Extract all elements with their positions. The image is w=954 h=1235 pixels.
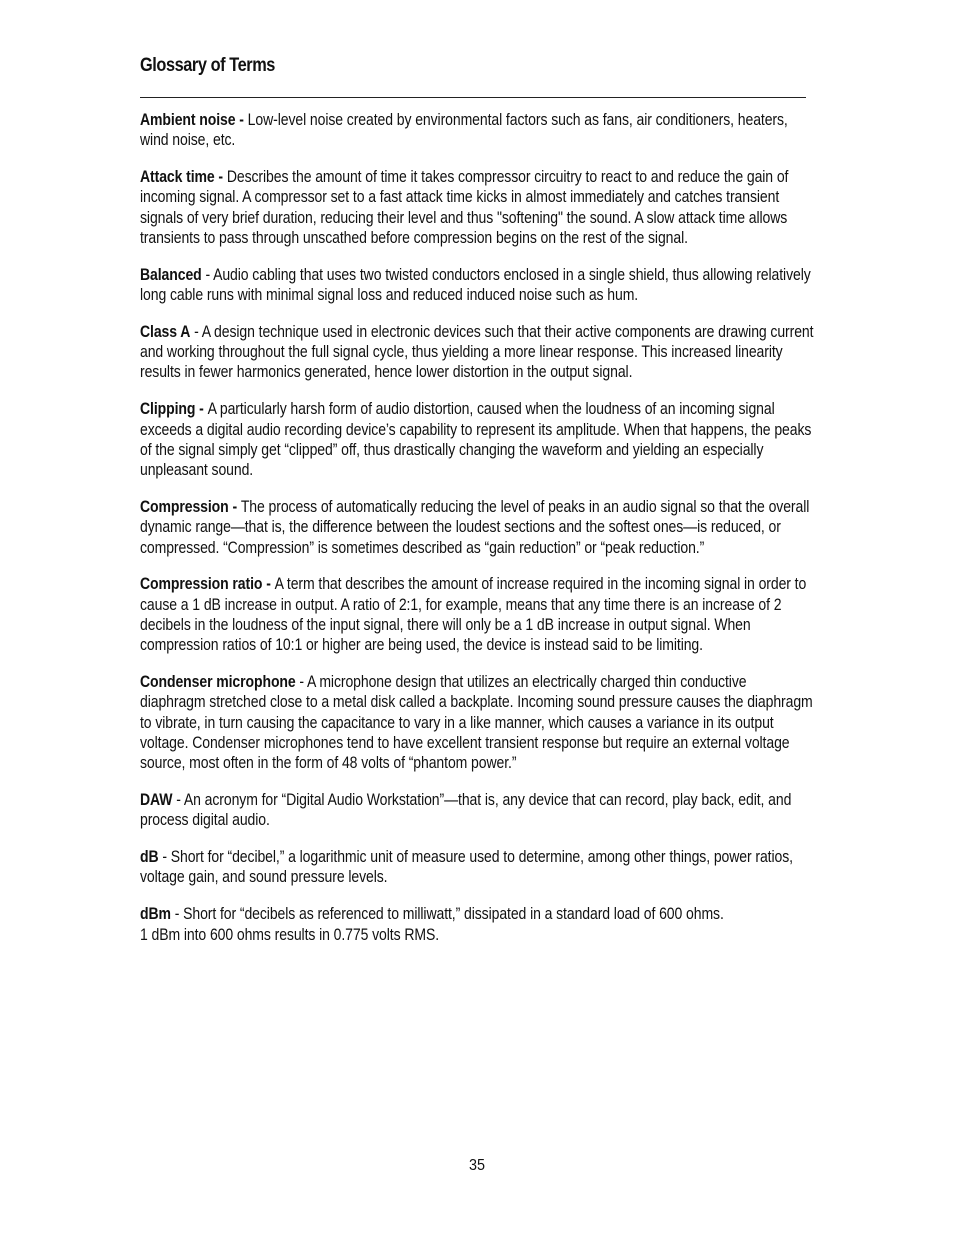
term-separator: -	[235, 111, 248, 129]
glossary-term: Compression	[140, 497, 229, 516]
glossary-definition: A particularly harsh form of audio distortion, caused when the loudness of an incoming signal exceeds a digital audio recording device’s capability to represent its amplitude. When that happens, the peaks of the signal simply get “clipped” off, thus drastically changing the waveform and yielding an especially unpleasant sound.	[140, 400, 812, 480]
page-number: 35	[468, 1157, 486, 1174]
glossary-definition: Audio cabling that uses two twisted conductors enclosed in a single shield, thus allowing relatively long cable runs with minimal signal loss and reduced induced noise such as hum.	[140, 265, 811, 305]
glossary-definition: Describes the amount of time it takes compressor circuitry to react to and reduce the gain of incoming signal. A compressor set to a fast attack time kicks in almost immediately and catches transient signals of very brief duration, reducing their level and thus "softening" the sound. A slow attack time allows transients to pass through unscathed before compression begins on the rest of the signal.	[140, 168, 789, 247]
glossary-entry-balanced	[140, 265, 815, 306]
term-separator: -	[190, 322, 202, 341]
glossary-definition: An acronym for “Digital Audio Workstation”—that is, any device that can record, play back, edit, and process digital audio.	[140, 791, 792, 830]
glossary-definition: Low-level noise created by environmental factors such as fans, air conditioners, heaters, wind noise, etc.	[140, 111, 788, 150]
glossary-term: Clipping	[140, 400, 196, 419]
term-separator: -	[214, 168, 227, 187]
glossary-entry-class-a	[140, 322, 815, 383]
term-separator: -	[201, 265, 214, 284]
term-separator: -	[158, 848, 171, 867]
term-separator: -	[262, 575, 275, 594]
glossary-entry-db	[140, 847, 815, 888]
glossary-term: Class A	[140, 322, 191, 341]
term-separator: -	[195, 400, 208, 419]
glossary-entry-clipping	[140, 399, 815, 480]
glossary-definition: The process of automatically reducing the level of peaks in an audio signal so that the overall dynamic range—that is, the difference between the loudest sections and the softest ones—is reduced, or compressed. “Compression” is sometimes described as “gain reduction” or “peak reduction.”	[140, 497, 810, 557]
glossary-definition-line-2: 1 dBm into 600 ohms results in 0.775 volts RMS.	[140, 925, 440, 944]
glossary-term: Attack time	[140, 168, 215, 187]
glossary-term: dBm	[140, 905, 171, 924]
glossary-term: Balanced	[140, 265, 202, 284]
term-separator: -	[170, 905, 184, 924]
glossary-term: Ambient noise	[140, 111, 236, 129]
glossary-entry-compression-ratio	[140, 574, 815, 655]
glossary-list	[140, 110, 815, 961]
term-separator: -	[295, 673, 308, 692]
glossary-definition: Short for “decibel,” a logarithmic unit of measure used to determine, among other things, power ratios, voltage gain, and sound pressure levels.	[140, 848, 793, 887]
glossary-entry-dbm	[140, 904, 815, 945]
page-title: Glossary of Terms	[140, 55, 275, 76]
glossary-definition: A design technique used in electronic devices such that their active components are drawing current and working throughout the full signal cycle, thus yielding a more linear response. This increased linearity results in fewer harmonics generated, hence lower distortion in the output signal.	[140, 322, 814, 382]
glossary-definition: Short for “decibels as referenced to milliwatt,” dissipated in a standard load of 600 ohms.	[183, 905, 724, 924]
glossary-term: Condenser microphone	[140, 673, 296, 692]
glossary-entry-attack-time	[140, 167, 815, 248]
glossary-entry-compression	[140, 497, 815, 558]
title-rule	[140, 97, 806, 98]
glossary-term: Compression ratio	[140, 575, 263, 594]
glossary-entry-condenser-microphone	[140, 672, 815, 773]
glossary-entry-daw	[140, 790, 815, 831]
glossary-definition: A microphone design that utilizes an electrically charged thin conductive diaphragm stretched close to a metal disk called a backplate. Incoming sound pressure causes the diaphragm to vibrate, in turn causing the capacitance to vary in a like manner, which causes a variance in its output voltage. Condenser microphones tend to have excellent transient response but require an external voltage source, most often in the form of 48 volts of “phantom power.”	[140, 673, 813, 773]
term-separator: -	[228, 497, 241, 516]
glossary-term: dB	[140, 848, 159, 867]
glossary-entry-ambient-noise	[140, 110, 815, 151]
glossary-term: DAW	[140, 791, 173, 810]
term-separator: -	[172, 791, 184, 810]
glossary-definition: A term that describes the amount of increase required in the incoming signal in order to cause a 1 dB increase in output. A ratio of 2:1, for example, means that any time there is an increase of 2 decibels in the loudness of the input signal, there will only be a 1 dB increase in output signal. When compression ratios of 10:1 or higher are being used, the device is instead said to be limiting.	[140, 575, 807, 655]
